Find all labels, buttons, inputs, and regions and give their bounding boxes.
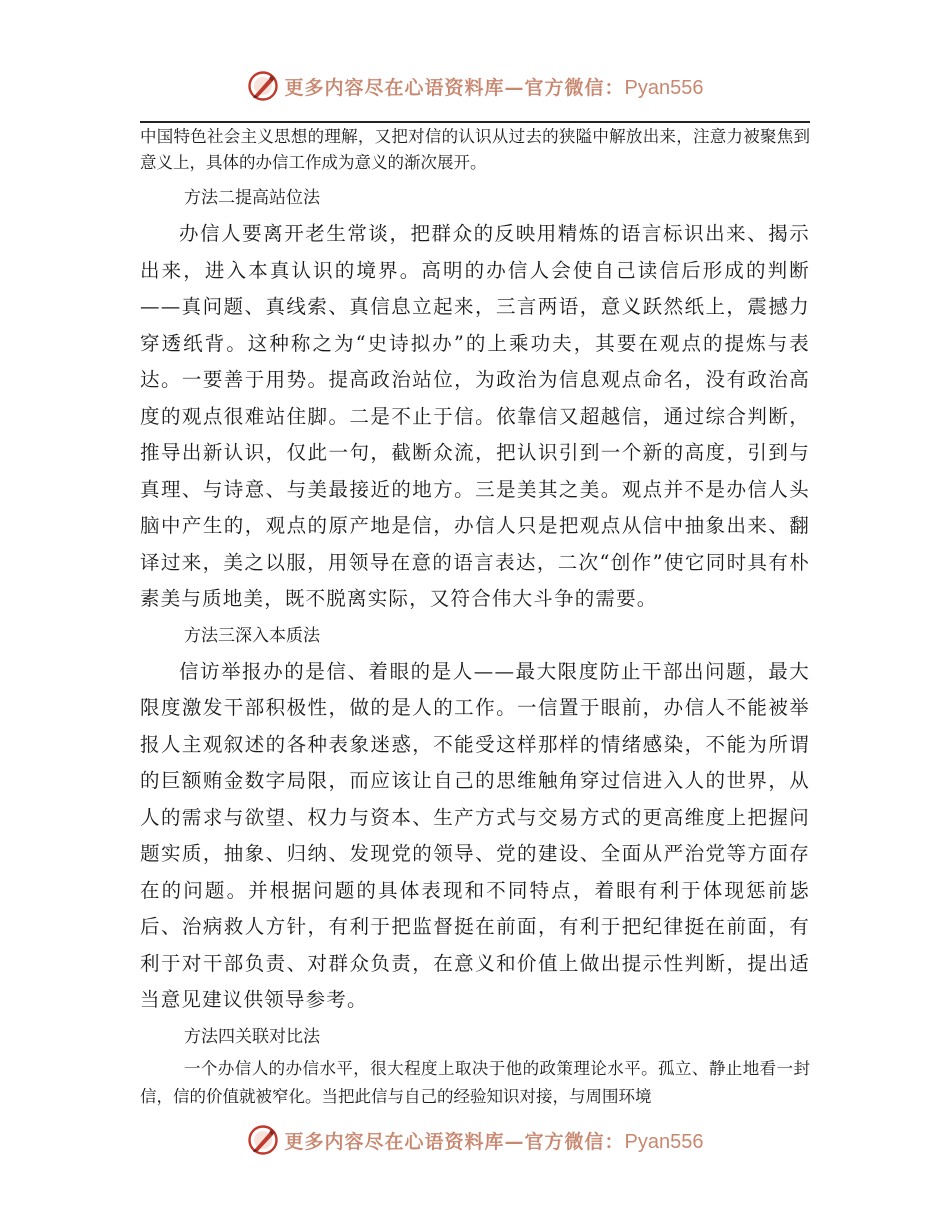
continuation-paragraph: 中国特色社会主义思想的理解，又把对信的认识从过去的狭隘中解放出来，注意力被聚焦到意义上，具体的办信工作成为意义的渐次展开。 — [140, 127, 810, 172]
method3-paragraph: 信访举报办的是信、着眼的是人——最大限度防止干部出问题，最大限度激发干部积极性，做的是人的工作。一信置于眼前，办信人不能被举报人主观叙述的各种表象迷惑，不能受这样那样的情绪感染，不能为所谓的巨额贿金数字局限，而应该让自己的思维触角穿过信进入人的世界，从人的需求与欲望、权力与资本、生产方式与交易方式的更高维度上把握问题实质，抽象、归纳、发现党的领导、党的建设、全面从严治党等方面存在的问题。并根据问题的具体表现和不同特点，着眼有利于体现惩前毖后、治病救人方针，有利于把监督挺在前面，有利于把纪律挺在前面，有利于对干部负责、对群众负责，在意义和价值上做出提示性判断，提出适当意见建议供领导参考。 — [140, 659, 810, 1011]
header-banner-text — [285, 73, 704, 100]
footer-banner-handle: Pyan556 — [624, 1130, 704, 1153]
method4-paragraph: 一个办信人的办信水平，很大程度上取决于他的政策理论水平。孤立、静止地看一封信，信的价值就被窄化。当把此信与自己的经验知识对接，与周围环境 — [140, 1058, 810, 1106]
pen-logo-icon — [247, 1124, 279, 1156]
header-rule — [140, 121, 810, 123]
header-banner — [0, 70, 950, 102]
footer-banner — [0, 1124, 950, 1156]
header-banner-handle: Pyan556 — [624, 76, 704, 99]
method3-heading: 方法三深入本质法 — [184, 625, 320, 646]
pen-logo-icon — [247, 70, 279, 102]
document-body — [140, 124, 810, 1111]
footer-banner-text — [285, 1127, 704, 1154]
header-banner-label: 更多内容尽在心语资料库—官方微信： — [284, 76, 625, 99]
footer-banner-label: 更多内容尽在心语资料库—官方微信： — [284, 1130, 625, 1153]
method4-heading: 方法四关联对比法 — [184, 1026, 320, 1047]
method2-paragraph: 办信人要离开老生常谈，把群众的反映用精炼的语言标识出来、揭示出来，进入本真认识的境界。高明的办信人会使自己读信后形成的判断——真问题、真线索、真信息立起来，三言两语，意义跃然纸上，震撼力穿透纸背。这种称之为“史诗拟办”的上乘功夫，其要在观点的提炼与表达。一要善于用势。提高政治站位，为政治为信息观点命名，没有政治高度的观点很难站住脚。二是不止于信。依靠信又超越信，通过综合判断，推导出新认识，仅此一句，截断众流，把认识引到一个新的高度，引到与真理、与诗意、与美最接近的地方。三是美其之美。观点并不是办信人头脑中产生的，观点的原产地是信，办信人只是把观点从信中抽象出来、翻译过来，美之以服，用领导在意的语言表达，二次“创作”使它同时具有朴素美与质地美，既不脱离实际，又符合伟大斗争的需要。 — [140, 222, 810, 610]
method2-heading: 方法二提高站位法 — [184, 188, 320, 208]
